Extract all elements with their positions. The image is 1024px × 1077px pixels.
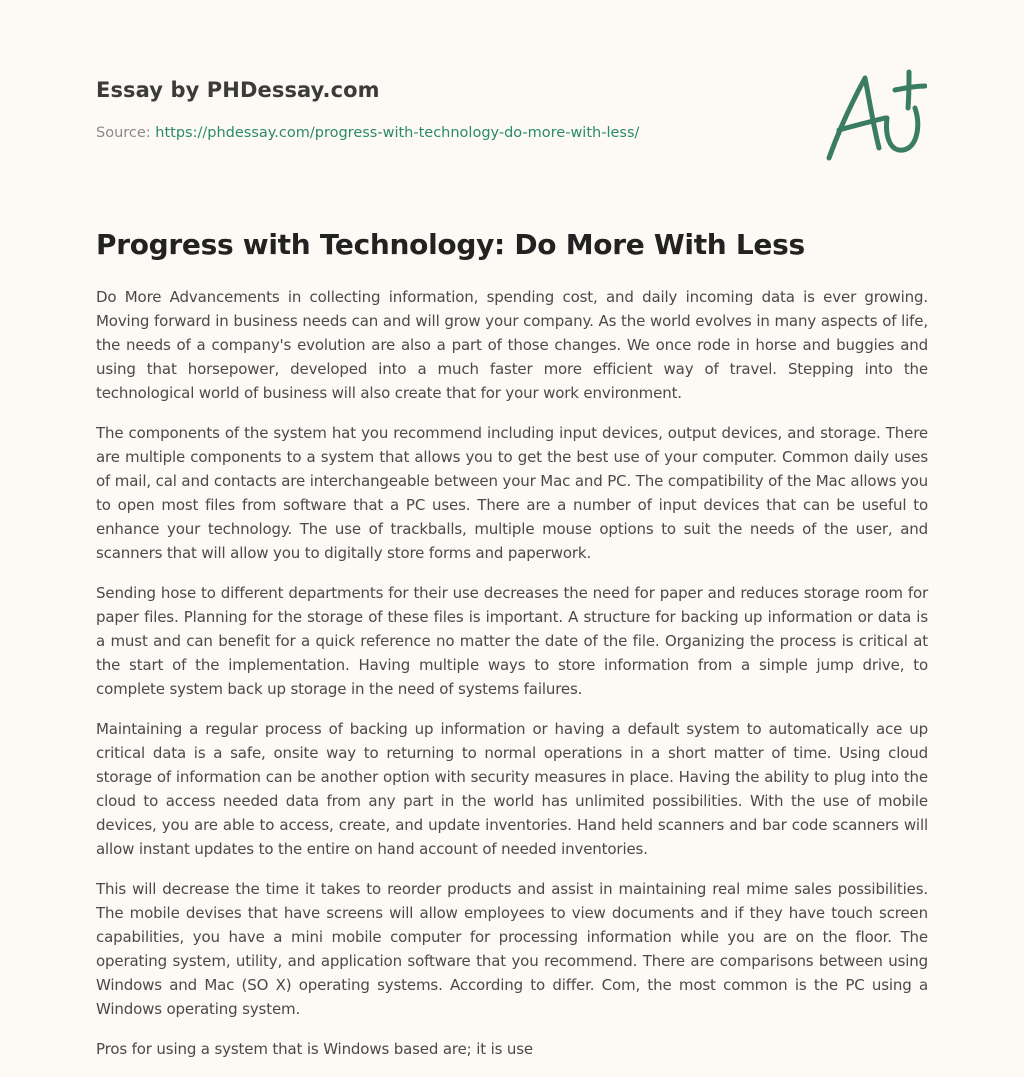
essay-paragraph: Do More Advancements in collecting information, spending cost, and daily incoming data is ever growing. Moving forward in business needs can and will grow your company. As the world evolves in many aspects of life, the needs of a company's evolution are also a part of those changes. We once rode in horse and buggies and using that horsepower, developed into a much faster more efficient way of travel. Stepping into the technological world of business will also create that for your work environment.: [96, 288, 928, 402]
essay-paragraph: The components of the system hat you recommend including input devices, output devices, and storage. There are multiple components to a system that allows you to get the best use of your computer. Common daily uses of mail, cal and contacts are interchangeable between your Mac and PC. The compatibility of the Mac allows you to open most files from software that a PC uses. There are a number of input devices that can be useful to enhance your technology. The use of trackballs, multiple mouse options to suit the needs of the user, and scanners that will allow you to digitally store forms and paperwork.: [96, 424, 928, 562]
a-plus-logo-icon: [825, 68, 927, 164]
source-line: [96, 125, 639, 141]
essay-paragraph: Maintaining a regular process of backing up information or having a default system to automatically ace up critical data is a safe, onsite way to returning to normal operations in a short matter of time. Using cloud storage of information can be another option with security measures in place. Having the ability to plug into the cloud to access needed data from any part in the world has unlimited possibilities. With the use of mobile devices, you are able to access, create, and update inventories. Hand held scanners and bar code scanners will allow instant updates to the entire on hand account of needed inventories.: [96, 720, 928, 858]
essay-paragraph: Pros for using a system that is Windows based are; it is use: [96, 1040, 533, 1058]
essay-paragraph: Sending hose to different departments for their use decreases the need for paper and reduces storage room for paper files. Planning for the storage of these files is important. A structure for backing up information or data is a must and can benefit for a quick reference no matter the date of the file. Organizing the process is critical at the start of the implementation. Having multiple ways to store information from a simple jump drive, to complete system back up storage in the need of systems failures.: [96, 584, 928, 698]
essay-title: Progress with Technology: Do More With Less: [96, 228, 805, 261]
source-label: Source:: [96, 125, 156, 141]
source-link[interactable]: https://phdessay.com/progress-with-technology-do-more-with-less/: [155, 125, 640, 141]
brand-title: Essay by PHDessay.com: [96, 78, 380, 102]
essay-paragraph: This will decrease the time it takes to reorder products and assist in maintaining real mime sales possibilities. The mobile devises that have screens will allow employees to view documents and if they have touch screen capabilities, you have a mini mobile computer for processing information while you are on the floor. The operating system, utility, and application software that you recommend. There are comparisons between using Windows and Mac (SO X) operating systems. According to differ. Com, the most common is the PC using a Windows operating system.: [96, 880, 928, 1018]
essay-body: [96, 285, 928, 1077]
